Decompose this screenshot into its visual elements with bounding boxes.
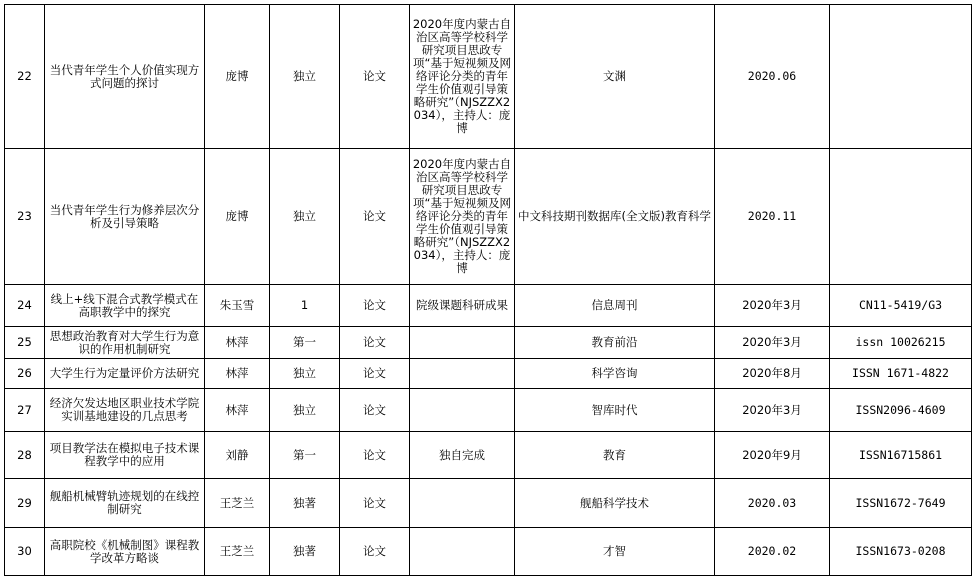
work-type: 论文 (340, 5, 410, 149)
author-role: 独著 (270, 479, 340, 528)
issn-number: CN11-5419/G3 (830, 285, 972, 327)
table-row (5, 389, 972, 432)
project-source: 2020年度内蒙古自治区高等学校科学研究项目思政专项“基于短视频及网络评论分类的青年学生价值观引导策略研究”（NJSZZX2034），主持人：庞博 (410, 149, 515, 285)
row-number: 30 (5, 528, 45, 576)
table-row (5, 432, 972, 479)
issn-number: ISSN1673-0208 (830, 528, 972, 576)
author-role: 第一 (270, 432, 340, 479)
publish-date: 2020.03 (715, 479, 830, 528)
table-row (5, 285, 972, 327)
author-role: 独著 (270, 528, 340, 576)
row-number: 23 (5, 149, 45, 285)
publish-date: 2020年3月 (715, 389, 830, 432)
paper-title: 项目教学法在模拟电子技术课程教学中的应用 (45, 432, 205, 479)
author-role: 独立 (270, 359, 340, 389)
project-source (410, 327, 515, 359)
paper-title: 大学生行为定量评价方法研究 (45, 359, 205, 389)
work-type: 论文 (340, 389, 410, 432)
issn-number: ISSN2096-4609 (830, 389, 972, 432)
work-type: 论文 (340, 528, 410, 576)
row-number: 27 (5, 389, 45, 432)
author-role: 独立 (270, 389, 340, 432)
issn-number (830, 5, 972, 149)
issn-number (830, 149, 972, 285)
project-source (410, 389, 515, 432)
journal-name: 教育前沿 (515, 327, 715, 359)
project-source (410, 528, 515, 576)
paper-title: 当代青年学生行为修养层次分析及引导策略 (45, 149, 205, 285)
author: 林萍 (205, 359, 270, 389)
achievement-table (4, 4, 972, 576)
project-source (410, 479, 515, 528)
journal-name: 智库时代 (515, 389, 715, 432)
publish-date: 2020年3月 (715, 327, 830, 359)
table-row (5, 479, 972, 528)
author: 王芝兰 (205, 479, 270, 528)
paper-title: 思想政治教育对大学生行为意识的作用机制研究 (45, 327, 205, 359)
project-source: 2020年度内蒙古自治区高等学校科学研究项目思政专项“基于短视频及网络评论分类的青年学生价值观引导策略研究”（NJSZZX2034），主持人：庞博 (410, 5, 515, 149)
paper-title: 舰船机械臂轨迹规划的在线控制研究 (45, 479, 205, 528)
table-row (5, 149, 972, 285)
journal-name: 舰船科学技术 (515, 479, 715, 528)
row-number: 28 (5, 432, 45, 479)
author: 朱玉雪 (205, 285, 270, 327)
journal-name: 科学咨询 (515, 359, 715, 389)
row-number: 24 (5, 285, 45, 327)
row-number: 22 (5, 5, 45, 149)
publish-date: 2020年9月 (715, 432, 830, 479)
issn-number: ISSN16715861 (830, 432, 972, 479)
publish-date: 2020.11 (715, 149, 830, 285)
row-number: 29 (5, 479, 45, 528)
author: 刘静 (205, 432, 270, 479)
publish-date: 2020.06 (715, 5, 830, 149)
issn-number: ISSN1672-7649 (830, 479, 972, 528)
table-row (5, 5, 972, 149)
paper-title: 线上+线下混合式教学模式在高职教学中的探究 (45, 285, 205, 327)
author: 林萍 (205, 389, 270, 432)
author-role: 独立 (270, 5, 340, 149)
author-role: 1 (270, 285, 340, 327)
project-source: 独自完成 (410, 432, 515, 479)
publish-date: 2020.02 (715, 528, 830, 576)
journal-name: 信息周刊 (515, 285, 715, 327)
paper-title: 高职院校《机械制图》课程教学改革方略谈 (45, 528, 205, 576)
journal-name: 文渊 (515, 5, 715, 149)
author: 林萍 (205, 327, 270, 359)
journal-name: 中文科技期刊数据库(全文版)教育科学 (515, 149, 715, 285)
work-type: 论文 (340, 359, 410, 389)
journal-name: 才智 (515, 528, 715, 576)
journal-name: 教育 (515, 432, 715, 479)
publish-date: 2020年8月 (715, 359, 830, 389)
author: 王芝兰 (205, 528, 270, 576)
work-type: 论文 (340, 432, 410, 479)
row-number: 25 (5, 327, 45, 359)
table-row (5, 359, 972, 389)
project-source (410, 359, 515, 389)
author-role: 独立 (270, 149, 340, 285)
work-type: 论文 (340, 149, 410, 285)
work-type: 论文 (340, 327, 410, 359)
issn-number: ISSN 1671-4822 (830, 359, 972, 389)
publish-date: 2020年3月 (715, 285, 830, 327)
work-type: 论文 (340, 285, 410, 327)
row-number: 26 (5, 359, 45, 389)
table-row (5, 528, 972, 576)
table-row (5, 327, 972, 359)
issn-number: issn 10026215 (830, 327, 972, 359)
author-role: 第一 (270, 327, 340, 359)
work-type: 论文 (340, 479, 410, 528)
paper-title: 经济欠发达地区职业技术学院实训基地建设的几点思考 (45, 389, 205, 432)
author: 庞博 (205, 5, 270, 149)
author: 庞博 (205, 149, 270, 285)
paper-title: 当代青年学生个人价值实现方式问题的探讨 (45, 5, 205, 149)
project-source: 院级课题科研成果 (410, 285, 515, 327)
